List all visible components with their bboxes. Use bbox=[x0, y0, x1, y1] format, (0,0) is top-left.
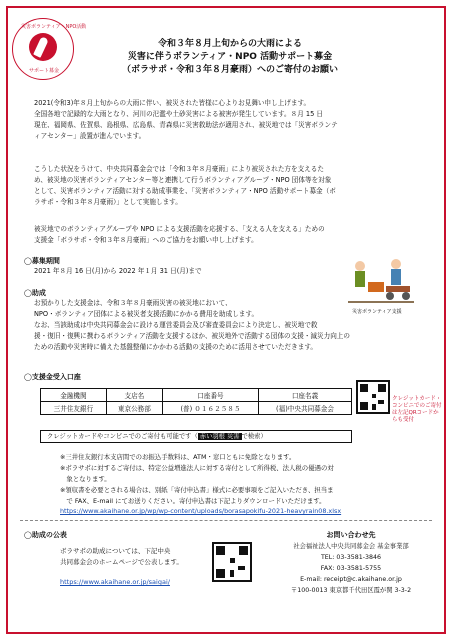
table-cell: (福)中央共同募金会 bbox=[259, 402, 352, 415]
text-line: 共同募金会のホームページで公表します。 bbox=[60, 558, 183, 566]
text-line: 2021(令和3)年８月上旬からの大雨に伴い、被災された皆様に心よりお見舞い申し上げます。 bbox=[34, 99, 311, 107]
text-line: ための活動や災害時に備えた基盤整備にかかわる活動の支援のために活用させていただきます。 bbox=[34, 343, 318, 351]
table-row bbox=[41, 402, 352, 415]
text-line: 支援金「ボラサポ・令和３年８月豪雨」へのご協力をお願い申し上げます。 bbox=[34, 236, 258, 244]
document-title bbox=[100, 38, 360, 77]
note-line: ※領収書を必要とされる場合は、別紙「寄付申込書」様式に必要事項をご記入いただき、担当ま bbox=[60, 486, 334, 494]
table-header: 支店名 bbox=[106, 389, 162, 402]
third-paragraph bbox=[34, 224, 414, 246]
title-line: （ボラサポ・令和３年８月豪雨）へのご寄付のお願い bbox=[121, 65, 338, 75]
credit-note: クレジットカード・コンビニでのご寄付は左記QRコードからも受付 bbox=[392, 396, 442, 423]
credit-text: クレジットカードやコンビニでのご寄付も可能です（ bbox=[47, 433, 198, 440]
text-line: 現在、福岡県、佐賀県、島根県、広島県、青森県に災害救助法が適用され、被災地では「災害ボランテ bbox=[34, 121, 338, 129]
text-line: なお、当該助成は中央共同募金会に設ける運営委員会及び審査委員会により決定し、被災地で救 bbox=[34, 321, 318, 329]
account-heading: ◯支援金受入口座 bbox=[24, 373, 81, 381]
text-line: め、被災地の災害ボランティアセンター等と連携して行うボランティアグループ・NPO 団体等を対象 bbox=[34, 176, 332, 184]
search-keyword: 赤い羽根 災害 bbox=[199, 433, 240, 440]
note-line: で FAX、E-mail にてお送りください。寄付申込書は下記よりダウンロードいただけます。 bbox=[60, 497, 326, 505]
credit-card-row bbox=[40, 430, 352, 443]
account-table bbox=[40, 388, 352, 415]
logo-ring-text-top: 災害ボランティア・NPO活動 bbox=[21, 24, 87, 30]
title-line: 災害に伴うボランティア・NPO 活動サポート募金 bbox=[127, 52, 333, 62]
text-line: 全国各地で記録的な大雨となり、河川の氾濫や土砂災害による被害が発生しています。８月 15 日 bbox=[34, 110, 323, 118]
second-paragraph bbox=[34, 164, 414, 208]
table-header: 金融機関 bbox=[41, 389, 107, 402]
contact-line: FAX: 03-3581-5755 bbox=[320, 565, 382, 572]
note-line: ※ボラサポに対するご寄付は、特定公益増進法人に対する寄付として所得税、法人税の優遇の対 bbox=[60, 464, 334, 472]
grant-paragraph bbox=[34, 298, 344, 320]
contact-line: TEL: 03-3581-3846 bbox=[320, 554, 382, 561]
logo-ring-text-bottom: サポート募金 bbox=[29, 68, 60, 74]
publication-text bbox=[60, 546, 210, 568]
table-header-row bbox=[41, 389, 352, 402]
notes bbox=[60, 452, 416, 507]
publication-heading: ◯助成の公表 bbox=[24, 531, 67, 539]
divider bbox=[20, 520, 432, 521]
text-line: として、災害ボランティア活動に対する助成事業を、「災害ボランティア・NPO 活動サポート募金（ボ bbox=[34, 187, 336, 195]
credit-qr-code[interactable] bbox=[356, 380, 390, 414]
intro-paragraph bbox=[34, 98, 414, 142]
period-heading: ◯募集期間 bbox=[24, 257, 60, 265]
credit-text-end: で検索） bbox=[241, 433, 267, 440]
contact-line: E-mail: receipt@c.akaihane.or.jp bbox=[300, 576, 402, 583]
logo bbox=[12, 18, 87, 80]
illustration-caption: 災害ボランティア支援 bbox=[352, 309, 402, 315]
contact-line: 〒100-0013 東京都千代田区霞が関 3-3-2 bbox=[290, 587, 412, 594]
text-line: ラサポ・令和３年８月豪雨）」として実施します。 bbox=[34, 198, 182, 206]
text-line: NPO・ボランティア団体による被災者支援活動にかかる費用を助成します。 bbox=[34, 310, 259, 318]
period-line: 2021 年８月 16 日(月)から 2022 年１月 31 日(月)まで bbox=[34, 267, 202, 275]
table-cell: 東京公務部 bbox=[106, 402, 162, 415]
title-line: 令和３年８月上旬からの大雨による bbox=[157, 39, 302, 49]
download-link[interactable]: https://www.akaihane.or.jp/wp/wp-content/uploads/borasapokifu-2021-heavyrain08.xlsx bbox=[60, 507, 342, 515]
contact-block bbox=[276, 530, 426, 596]
text-line: こうした状況をうけて、中央共同募金会では「令和３年８月豪雨」により被災された方を支えるた bbox=[34, 165, 324, 173]
table-header: 口座名義 bbox=[259, 389, 352, 402]
contact-line: 社会福祉法人中央共同募金会 基金事業部 bbox=[293, 543, 409, 550]
publication-qr-code[interactable] bbox=[212, 542, 252, 582]
contact-heading: お問い合わせ先 bbox=[326, 531, 376, 539]
text-line: 援・復旧・復興に携わるボランティア活動を支援するほか、被災地外で活動する団体の支援・減災力向上の bbox=[34, 332, 350, 340]
text-line: お預かりした支援金は、令和３年８月豪雨災害の被災地において、 bbox=[34, 299, 232, 307]
text-line: ィアセンター」設置が進んでいます。 bbox=[34, 132, 146, 140]
table-cell: 三井住友銀行 bbox=[41, 402, 107, 415]
publication-link[interactable]: https://www.akaihane.or.jp/saigai/ bbox=[60, 578, 170, 586]
note-line: ※三井住友銀行本支店間でのお振込手数料は、ATM・窓口ともに免除となります。 bbox=[60, 453, 296, 461]
text-line: 被災地でのボランティアグループや NPO による支援活動を応援する、「支える人を支える」ための bbox=[34, 225, 325, 233]
table-header: 口座番号 bbox=[162, 389, 258, 402]
text-line: ボラサポの助成については、下記中央 bbox=[60, 547, 171, 555]
grant-heading: ◯助成 bbox=[24, 289, 46, 297]
grant-paragraph-continued bbox=[34, 320, 414, 353]
volunteer-illustration bbox=[346, 252, 416, 306]
note-line: 象となります。 bbox=[60, 475, 111, 483]
table-cell: (普) ０１６２５８５ bbox=[162, 402, 258, 415]
